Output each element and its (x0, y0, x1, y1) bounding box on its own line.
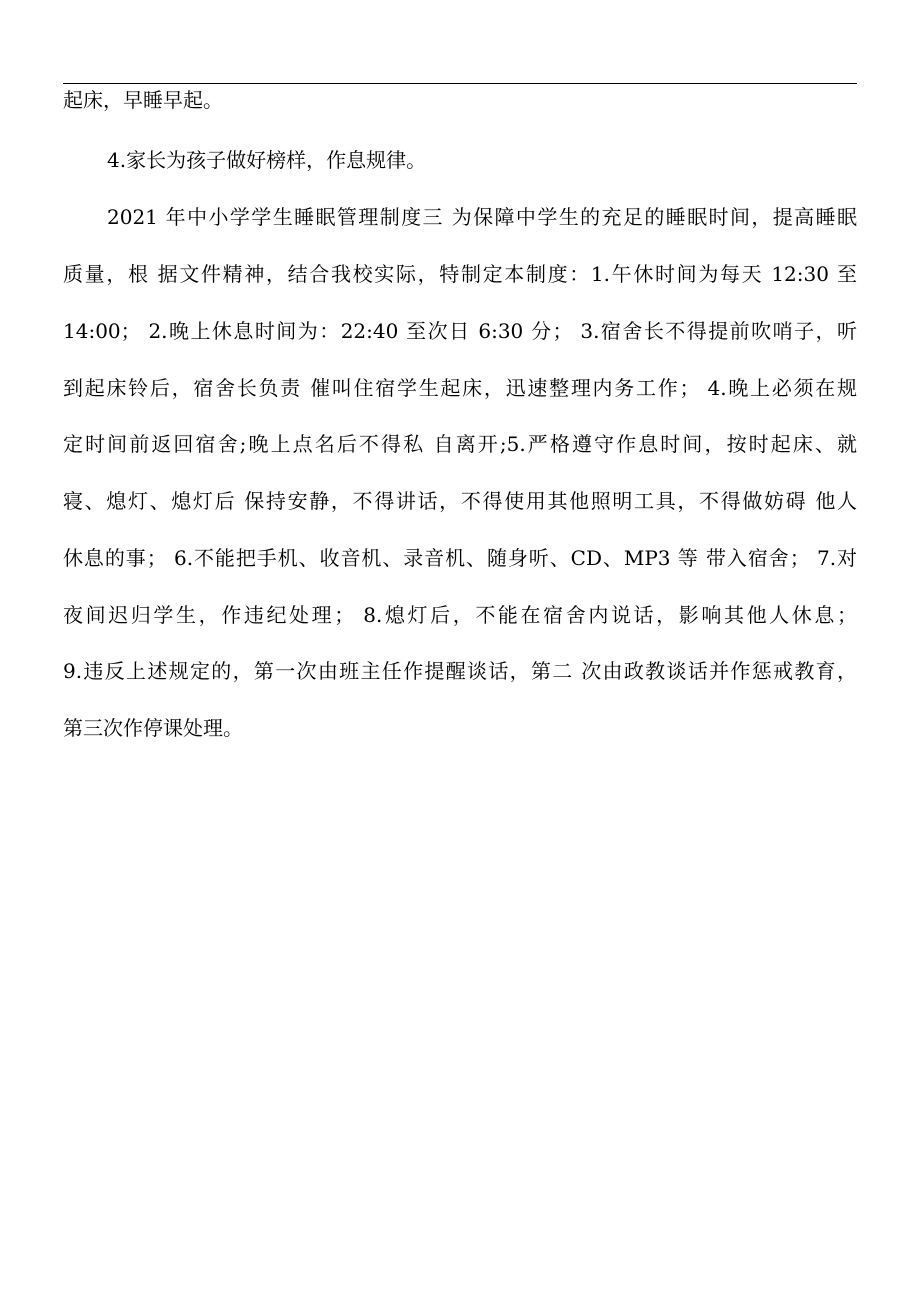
text-line-4: 质量，根 据文件精神，结合我校实际，特制定本制度：1.午休时间为每天 12:30 至 (63, 262, 857, 286)
text-line-3: 2021 年中小学学生睡眠管理制度三 为保障中学生的充足的睡眠时间，提高睡眠 (107, 205, 857, 229)
text-line-11: 9.违反上述规定的，第一次由班主任作提醒谈话，第二 次由政教谈话并作惩戒教育， (63, 659, 857, 683)
text-line-9: 休息的事； 6.不能把手机、收音机、录音机、随身听、CD、MP3 等 带入宿舍； 7.对 (63, 546, 857, 570)
header-rule (63, 83, 857, 84)
text-line-12: 第三次作停课处理。 (63, 716, 243, 740)
text-line-1: 起床，早睡早起。 (63, 88, 223, 112)
text-line-7: 定时间前返回宿舍;晚上点名后不得私 自离开;5.严格遵守作息时间，按时起床、就 (63, 432, 857, 456)
text-line-5: 14:00； 2.晚上休息时间为：22:40 至次日 6:30 分； 3.宿舍长不得提前吹哨子，听 (63, 319, 857, 343)
text-line-6: 到起床铃后，宿舍长负责 催叫住宿学生起床，迅速整理内务工作； 4.晚上必须在规 (63, 376, 857, 400)
text-line-10: 夜间迟归学生，作违纪处理； 8.熄灯后，不能在宿舍内说话，影响其他人休息； (63, 603, 857, 627)
text-line-2: 4.家长为孩子做好榜样，作息规律。 (107, 148, 427, 172)
text-line-8: 寝、熄灯、熄灯后 保持安静，不得讲话，不得使用其他照明工具，不得做妨碍 他人 (63, 489, 857, 513)
